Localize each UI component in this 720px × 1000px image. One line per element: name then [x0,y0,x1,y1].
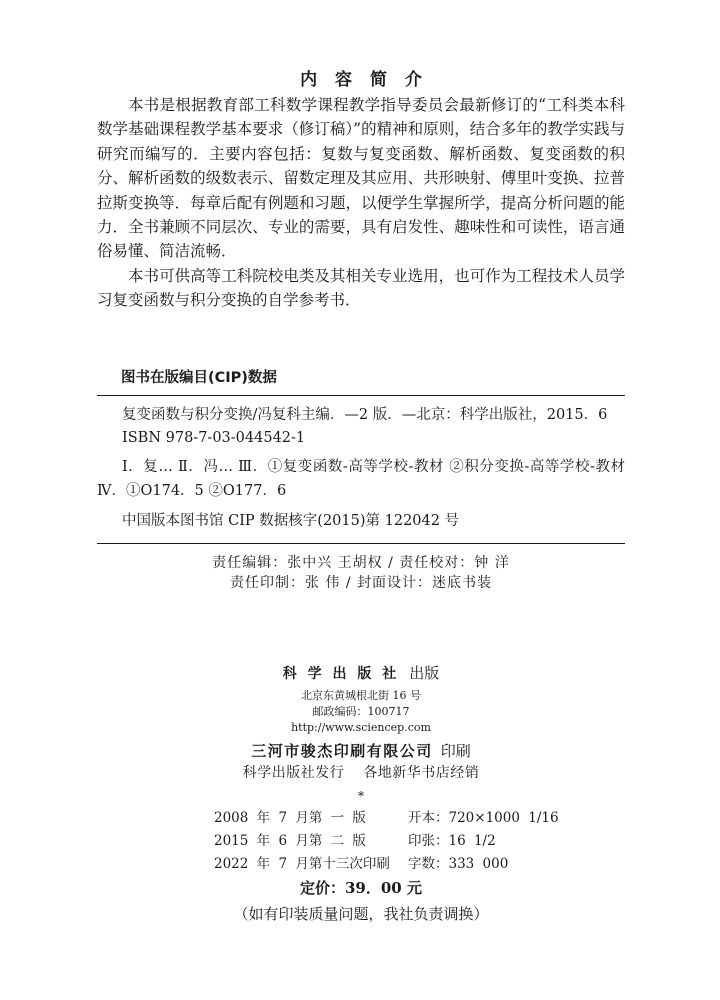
edition-history: 2015 年 6 月第 二 版 [214,832,366,849]
publisher-address: 北京东黄城根北街 16 号 [301,689,421,703]
publisher-logo-name: 科 学 出 版 社 [282,666,400,683]
edition-history: 2008 年 7 月第 一 版 [214,809,366,826]
credits-line-editors: 责任编辑：张中兴 王胡权 / 责任校对：钟 洋 [212,555,510,572]
cip-subject-classification: Ⅰ．复… Ⅱ．冯… Ⅲ．①复变函数-高等学校-教材 ②积分变换-高等学校-教材 Ⅳ．①O174．5 ②O177．6 [97,459,625,500]
cip-title-entry: 复变函数与积分变换/冯复科主编．—2 版．—北京：科学出版社，2015．6 [122,407,608,424]
printer-name: 三河市骏杰印刷有限公司 [251,742,433,761]
edition-spec: 开本：720×1000 1/16 [408,809,559,826]
publisher-role: 出版 [409,664,440,683]
publisher-website: http://www.sciencep.com [291,721,431,735]
cip-top-rule [97,395,625,396]
edition-history: 2022 年 7 月第十三次印刷 [214,855,390,872]
separator-asterisk: * [358,789,364,804]
cip-heading: 图书在版编目(CIP)数据 [121,370,277,387]
editor-credits [97,553,625,593]
intro-title: 内 容 简 介 [300,70,428,90]
cip-record-number: 中国版本图书馆 CIP 数据核字(2015)第 122042 号 [122,513,460,530]
intro-paragraph: 本书可供高等工科院校电类及其相关专业选用，也可作为工程技术人员学习复变函数与积分变换的自学参考书． [97,266,625,310]
publisher-line [97,663,625,684]
cip-bottom-rule [97,543,625,544]
intro-body [97,93,625,313]
edition-details [214,807,625,876]
printer-role: 印刷 [440,742,471,761]
edition-spec: 字数：333 000 [408,855,509,872]
publisher-postcode: 邮政编码：100717 [312,705,410,719]
printer-line [97,741,625,761]
cip-isbn: ISBN 978-7-03-044542-1 [122,430,306,447]
intro-paragraph: 本书是根据教育部工科数学课程教学指导委员会最新修订的“工科类本科数学基础课程教学基本要求（修订稿）”的精神和原则，结合多年的教学实践与研究而编写的．主要内容包括：复数与复变函数、解析函数、复变函数的积分、解析函数的级数表示、留数定理及其应用、共形映射、傅里叶变换、拉普拉斯变换等．每章后配有例题和习题，以便学生掌握所学，提高分析问题的能力．全书兼顾不同层次、专业的需要，具有启发性、趣味性和可读性，语言通俗易懂、简洁流畅． [97,96,625,261]
distribution-line: 科学出版社发行 各地新华书店经销 [242,765,480,782]
edition-spec: 印张：16 1/2 [408,832,496,849]
quality-notice: （如有印装质量问题，我社负责调换） [233,905,489,924]
price: 定价：39．00 元 [300,879,422,898]
credits-line-production: 责任印制：张 伟 / 封面设计：迷底书装 [229,575,493,592]
